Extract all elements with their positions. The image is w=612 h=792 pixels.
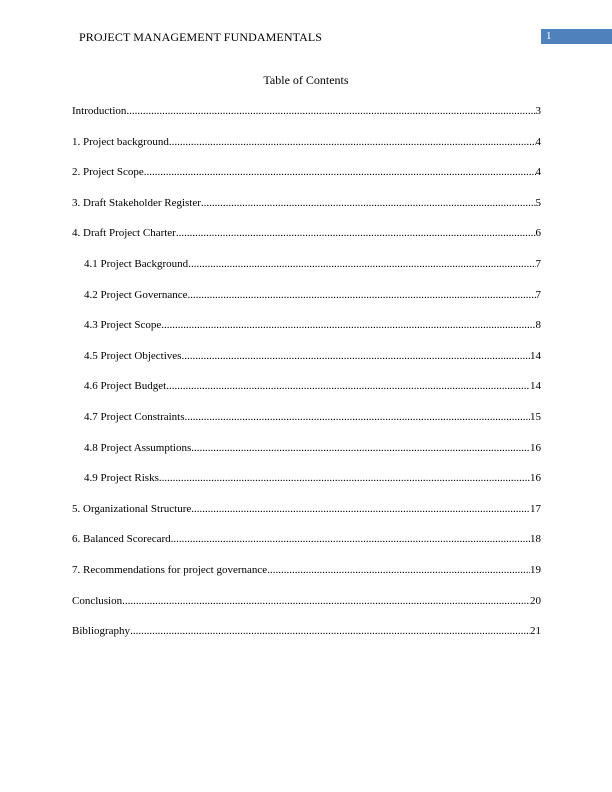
toc-dot-leader [176,225,536,241]
toc-entry-page-number: 8 [535,319,541,332]
page-number: 1 [546,30,552,42]
toc-entry-label: 1. Project background [72,135,169,148]
toc-entry-label: 7. Recommendations for project governance [72,564,268,576]
toc-entry[interactable] [72,103,541,119]
toc-entry[interactable] [84,287,541,303]
toc-entry-page-number: 16 [530,441,541,454]
toc-entry-label: 6. Balanced Scorecard [72,533,171,546]
toc-dot-leader [188,256,535,272]
toc-entry-page-number: 20 [530,594,541,607]
toc-dot-leader [159,470,530,486]
toc-entry-page-number: 19 [530,564,541,576]
toc-entry-label: Bibliography [72,625,131,638]
toc-dot-leader [185,409,530,425]
toc-entry[interactable] [72,225,541,241]
toc-entry[interactable] [72,164,541,180]
toc-entry-page-number: 14 [530,380,541,393]
toc-dot-leader [181,348,530,364]
toc-entry-label: 3. Draft Stakeholder Register [72,196,201,209]
toc-dot-leader [166,378,530,394]
toc-entry[interactable] [72,195,541,211]
toc-dot-leader [191,440,530,456]
toc-entry-page-number: 3 [535,105,541,117]
toc-dot-leader [188,287,536,303]
toc-entry-page-number: 14 [530,349,541,362]
toc-entry-page-number: 5 [535,196,541,209]
toc-entry-label: 4. Draft Project Charter [72,227,176,240]
toc-entry-page-number: 15 [530,411,541,423]
toc-entry-label: 4.5 Project Objectives [84,349,182,362]
toc-entry[interactable] [84,440,541,456]
running-header-title: PROJECT MANAGEMENT FUNDAMENTALS [79,30,323,44]
toc-entry-label: 4.6 Project Budget [84,380,167,393]
toc-entry[interactable] [72,134,541,150]
toc-entry-label: 4.8 Project Assumptions [84,441,192,454]
toc-dot-leader [122,593,530,609]
toc-dot-leader [191,501,530,517]
toc-entry-label: 4.9 Project Risks [84,472,159,485]
toc-entry[interactable] [84,470,541,486]
toc-dot-leader [130,623,530,639]
toc-entry-page-number: 18 [530,533,541,546]
toc-dot-leader [267,562,530,578]
toc-entry[interactable] [84,317,541,333]
toc-entry-label: Conclusion [72,594,123,607]
page-number-badge [541,29,612,44]
toc-dot-leader [126,103,535,119]
toc-entry[interactable] [72,501,541,517]
toc-entry-page-number: 21 [530,625,541,638]
toc-entry[interactable] [72,593,541,609]
toc-dot-leader [144,164,536,180]
toc-heading: Table of Contents [263,73,349,87]
toc-entry-page-number: 17 [530,502,541,515]
toc-dot-leader [201,195,536,211]
toc-entry[interactable] [72,562,541,578]
toc-entry-page-number: 4 [535,135,541,148]
toc-entry-page-number: 6 [535,227,541,240]
toc-entry-label: 4.3 Project Scope [84,319,162,332]
toc-entry[interactable] [84,378,541,394]
toc-entry[interactable] [72,623,541,639]
toc-entry[interactable] [84,409,541,425]
toc-entry-label: 5. Organizational Structure [72,502,192,515]
toc-entry[interactable] [84,348,541,364]
toc-dot-leader [171,531,530,547]
toc-entry-label: 4.7 Project Constraints [84,411,185,423]
toc-entry-label: 4.2 Project Governance [84,288,188,301]
toc-entry-page-number: 4 [535,166,541,179]
toc-entry-page-number: 16 [530,472,541,485]
toc-entry-label: 4.1 Project Background [84,258,189,270]
toc-dot-leader [169,134,536,150]
toc-entry-label: Introduction [72,105,127,117]
toc-entry-page-number: 7 [535,288,541,301]
toc-entry-label: 2. Project Scope [72,166,144,179]
toc-entry-page-number: 7 [535,258,541,270]
toc-entry[interactable] [72,531,541,547]
toc-entry[interactable] [84,256,541,272]
toc-dot-leader [161,317,535,333]
